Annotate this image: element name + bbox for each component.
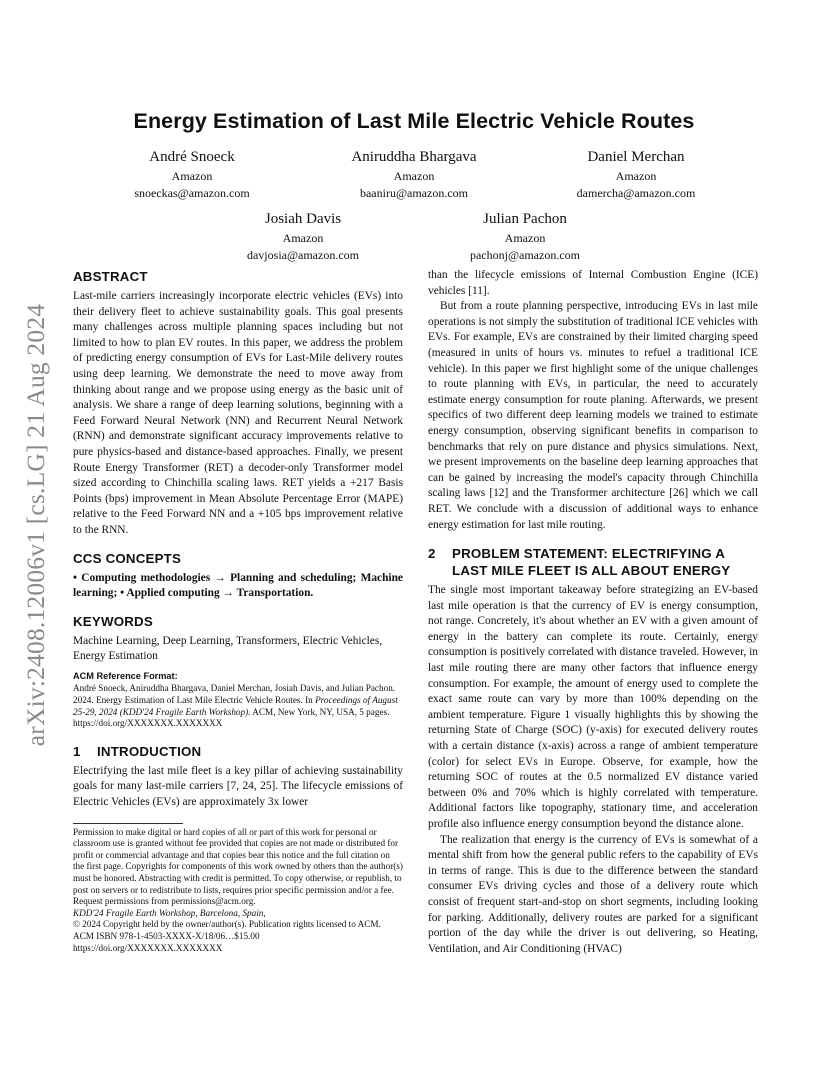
paper-title: Energy Estimation of Last Mile Electric Vehicle Routes (133, 109, 695, 133)
author-email: snoeckas@amazon.com (134, 185, 250, 200)
keywords-text: Machine Learning, Deep Learning, Transformers, Electric Vehicles, Energy Estimation (73, 634, 383, 663)
arxiv-sidebar-identifier (22, 285, 50, 765)
section2-paragraph: The realization that energy is the currency of EVs is somewhat of a mental shift from how the general public refers to the capability of EVs in terms of range. This is due to the difference between the standard consumer EVs driving cycles and those of a delivery route which consist of frequent start-and-stop on short segments, including looking for parking. Additionally, delivery routes are parked for a significant portion of the day while the driver is out delivering, so Heating, Ventilation, and Air Conditioning (HVAC) (428, 833, 758, 955)
venue-line: KDD'24 Fragile Earth Workshop, Barcelona, Spain, (73, 907, 266, 918)
ccs-concepts-text: • Computing methodologies → Planning and scheduling; Machine learning; • Applied computing → Transportation. (73, 571, 403, 600)
footnote-rule (73, 823, 183, 824)
author-block (72, 147, 312, 201)
section-number: 2 (428, 546, 436, 562)
author-affiliation: Amazon (393, 169, 435, 183)
acm-reference-doi: ACM, New York, NY, USA, 5 pages. https://doi.org/XXXXXXX.XXXXXXX (73, 706, 390, 729)
author-block (183, 209, 423, 263)
doi-line: https://doi.org/XXXXXXX.XXXXXXX (73, 942, 223, 953)
author-block (516, 147, 756, 201)
section-title: INTRODUCTION (97, 743, 202, 759)
abstract-text: Last-mile carriers increasingly incorporate electric vehicles (EVs) into their delivery fleet to achieve sustainability goals. This goal presents many challenges across multiple planning spaces including but not limited to how to plan EV routes. In this paper, we address the problem of predicting energy consumption of EVs for Last-Mile delivery routes using deep learning. We demonstrate the need to move away from thinking about range and we propose using energy as the basic unit of analysis. We share a range of deep learning solutions, beginning with a Feed Forward Neural Network (NN) and Recurrent Neural Network (RNN) and demonstrate significant accuracy improvements relative to pure physics-based and distance-based approaches. Finally, we present Route Energy Transformer (RET) a decoder-only Transformer model sized according to Chinchilla scaling laws. RET yields a +217 Basis Points (bps) improvement in Mean Absolute Percentage Error (MAPE) relative to the Feed Forward NN and a +105 bps improvement relative to the RNN. (73, 290, 403, 536)
author-name: Julian Pachon (483, 211, 567, 227)
author-name: Daniel Merchan (587, 149, 685, 165)
section-title: PROBLEM STATEMENT: ELECTRIFYING A LAST MILE FLEET IS ALL ABOUT ENERGY (452, 546, 731, 579)
keywords-heading: KEYWORDS (73, 613, 153, 629)
section2-heading (428, 545, 758, 579)
author-email: pachonj@amazon.com (469, 247, 580, 262)
author-name: Josiah Davis (264, 211, 342, 227)
author-block (405, 209, 645, 263)
author-email: damercha@amazon.com (576, 185, 696, 200)
acm-reference-text: André Snoeck, Aniruddha Bhargava, Daniel Merchan, Josiah Davis, and Julian Pachon. 2024. Energy Estimation of Last Mile Electric Vehicle Routes. In (73, 683, 396, 706)
author-affiliation: Amazon (171, 169, 213, 183)
section2-paragraph: The single most important takeaway before strategizing an EV-based last mile operation is that the currency of EV is energy consumption, not range. Concretely, it's about whether an EV with a given amount of energy in the battery can complete its route. Certainly, energy consumption is positively correlated with distance traveled. However, in last mile routing there are many other factors that influence energy consumption. For example, the amount of energy used to complete the exact same route can vary by more than 100% depending on the ambient temperature. Figure 1 visually highlights this by showing the returning State of Charge (SOC) (y-axis) for executed delivery routes with a certain distance (x-axis) across a range of ambient temperature (color) for select EVs in Europe. Observe, for example, how the returning SOC of routes at the 0.5 normalized EV distance varied between 0% and 70% which is highly correlated with temperature. Additional factors like topography, stationary time, and acceleration profile also influence energy consumption beyond the distance alone. (428, 584, 758, 830)
author-email: baaniru@amazon.com (359, 185, 468, 200)
intro-continued-text: than the lifecycle emissions of Internal Combustion Engine (ICE) vehicles [11]. (428, 269, 758, 297)
ccs-heading: CCS CONCEPTS (73, 550, 182, 566)
author-affiliation: Amazon (504, 231, 546, 245)
copyright-line: © 2024 Copyright held by the owner/author(s). Publication rights licensed to ACM. (73, 919, 381, 930)
author-affiliation: Amazon (615, 169, 657, 183)
author-name: Aniruddha Bhargava (351, 149, 477, 165)
intro-paragraph: But from a route planning perspective, introducing EVs in last mile operations is not simply the substitution of traditional ICE vehicles with EVs. For example, EVs are constrained by their limited charging speed (measured in units of hours vs. minutes to refuel a traditional ICE vehicle). In this paper we first highlight some of the unique challenges to route planning with EVs, in particular, the need to accurately estimate energy consumption for route planing. Afterwards, we present specifics of two different deep learning models we trained to estimate energy consumption, observing significant benefits in comparison to benchmarks that rely on pure distance and physics simulations. Next, we present improvements on the baseline deep learning approaches that can be gained by increasing the model's capacity through Chinchilla scaling laws [12] and the Transformer architecture [26] which we call RET. We conclude with a discussion of additional ways to enhance energy estimation for last mile routing. (428, 300, 758, 531)
author-email: davjosia@amazon.com (246, 247, 359, 262)
permission-notice: Permission to make digital or hard copies of all or part of this work for personal or classroom use is granted without fee provided that copies are not made or distributed for profit or commercial advantage and that copies bear this notice and the full citation on the first page. Copyrights for components of this work owned by others than the author(s) must be honored. Abstracting with credit is permitted. To copy otherwise, or republish, to post on servers or to redistribute to lists, requires prior specific permission and/or a fee. Request permissions from permissions@acm.org. (73, 826, 403, 907)
section-number: 1 (73, 743, 81, 759)
acm-reference-venue: Proceedings of August 25-29, 2024 (KDD'24 Fragile Earth Workshop). (73, 695, 398, 717)
left-column (73, 268, 403, 954)
author-affiliation: Amazon (282, 231, 324, 245)
isbn-line: ACM ISBN 978-1-4503-XXXX-X/18/06…$15.00 (73, 930, 260, 941)
acm-reference (73, 671, 403, 730)
right-column (428, 268, 758, 957)
intro-heading (73, 743, 403, 760)
author-name: André Snoeck (149, 149, 235, 165)
abstract-heading: ABSTRACT (73, 269, 148, 284)
acm-reference-heading: ACM Reference Format: (73, 670, 178, 681)
arxiv-id-text: arXiv:2408.12006v1 [cs.LG] 21 Aug 2024 (21, 303, 50, 747)
intro-text: Electrifying the last mile fleet is a key pillar of achieving sustainability goals for many last-mile carriers [7, 24, 25]. The lifecycle emissions of Electric Vehicles (EVs) are approximately 3x lower (73, 764, 403, 809)
copyright-footnote (73, 823, 403, 955)
author-block (294, 147, 534, 201)
